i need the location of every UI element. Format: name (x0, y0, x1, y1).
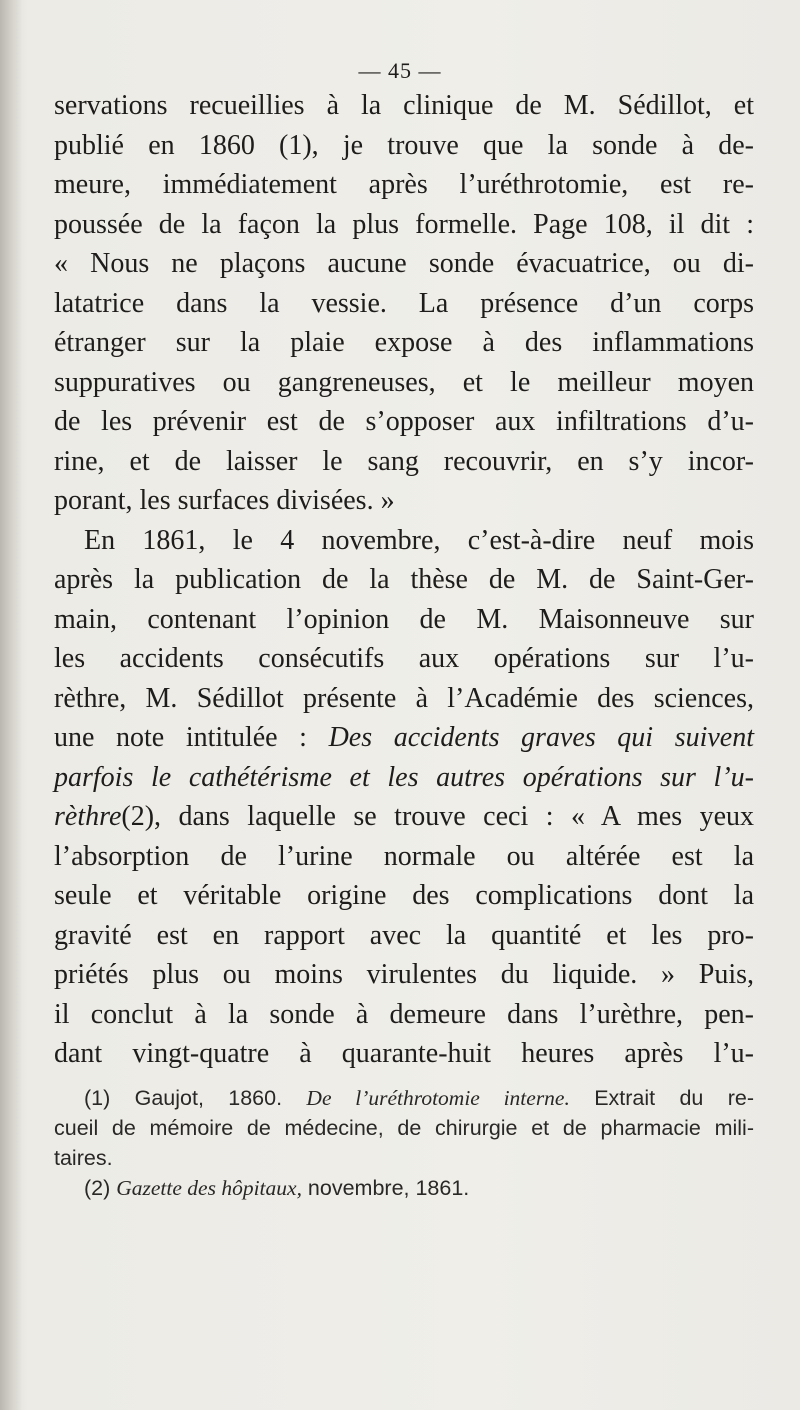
text-line: latatrice dans la vessie. La présence d’un corps (54, 287, 754, 319)
text-line: main, contenant l’opinion de M. Maisonneuve sur (54, 603, 754, 635)
text-segment: (2), dans laquelle se trouve ceci : « A mes yeux (121, 801, 754, 832)
footnote-1 (54, 1083, 754, 1113)
footnote-marker: (2) (84, 1176, 117, 1200)
text-line: rèthre, M. Sédillot présente à l’Académie des sciences, (54, 682, 754, 714)
footnote-text: Extrait du re- (569, 1086, 754, 1110)
text-line (54, 718, 754, 758)
italic-title-segment: Des accidents graves qui suivent (328, 722, 754, 753)
footnote-2 (54, 1173, 754, 1203)
text-line: de les prévenir est de s’opposer aux infiltrations d’u- (54, 406, 754, 437)
text-line: « Nous ne plaçons aucune sonde évacuatrice, ou di- (54, 248, 754, 279)
text-line (54, 797, 754, 837)
text-line: rine, et de laisser le sang recouvrir, en s’y incor- (54, 445, 754, 477)
text-line: seule et véritable origine des complications dont la (54, 880, 754, 911)
footnote-italic-title: Gazette des hôpitaux, (116, 1176, 302, 1200)
paragraph-start-line: En 1861, le 4 novembre, c’est-à-dire neuf mois (84, 524, 754, 556)
footnote-1-line-2: cueil de mémoire de médecine, de chirurgie et de pharmacie mili- (54, 1116, 754, 1140)
text-line: meure, immédiatement après l’uréthrotomie, est re- (54, 169, 754, 200)
text-line: après la publication de la thèse de M. de Saint-Ger- (54, 564, 754, 595)
text-line: étranger sur la plaie expose à des inflammations (54, 327, 754, 358)
footnote-text: novembre, 1861. (301, 1176, 470, 1200)
footnote-marker: (1) Gaujot, 1860. (84, 1086, 307, 1110)
text-line: priétés plus ou moins virulentes du liquide. » Puis, (54, 959, 754, 990)
footnote-1-line-3: taires. (54, 1146, 113, 1170)
footnotes (54, 1083, 754, 1203)
italic-title-segment: rèthre (54, 801, 122, 832)
text-line: gravité est en rapport avec la quantité et les pro- (54, 919, 754, 951)
footnote-italic-title: De l’uréthrotomie interne. (306, 1086, 570, 1110)
italic-title-line: parfois le cathétérisme et les autres opérations sur l’u- (54, 761, 754, 793)
page-number: — 45 — (358, 58, 442, 83)
body-text (54, 86, 754, 1074)
text-line: servations recueillies à la clinique de M. Sédillot, et (54, 90, 754, 121)
text-line: il conclut à la sonde à demeure dans l’urèthre, pen- (54, 998, 754, 1030)
text-segment: une note intitulée : (54, 722, 329, 753)
text-line: l’absorption de l’urine normale ou altérée est la (54, 840, 754, 872)
text-line: dant vingt-quatre à quarante-huit heures après l’u- (54, 1038, 754, 1069)
text-line: porant, les surfaces divisées. » (54, 485, 395, 516)
text-line: les accidents consécutifs aux opérations sur l’u- (54, 643, 754, 674)
text-line: suppuratives ou gangreneuses, et le meilleur moyen (54, 366, 754, 398)
text-line: poussée de la façon la plus formelle. Page 108, il dit : (54, 208, 754, 240)
spine-shadow (0, 0, 22, 1410)
text-line: publié en 1860 (1), je trouve que la sonde à de- (54, 129, 754, 161)
